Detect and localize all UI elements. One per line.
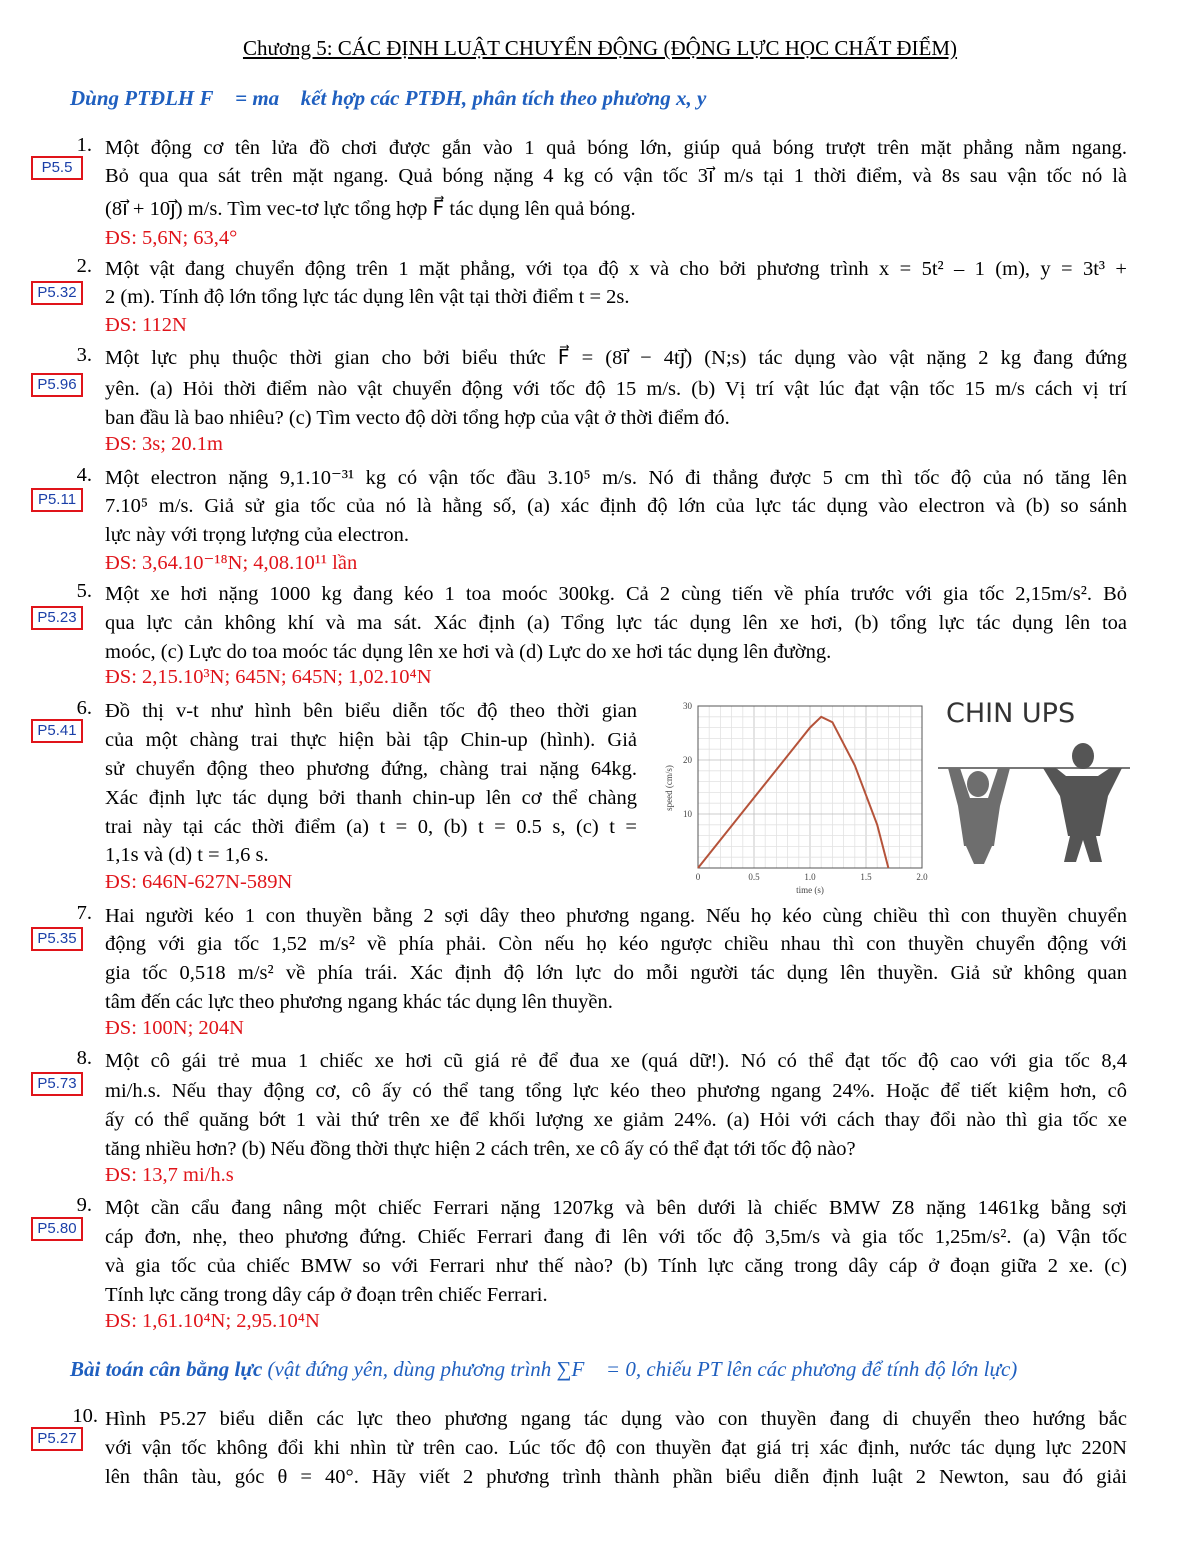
- chart-xtick-label: 0.5: [748, 872, 760, 882]
- problem-text-line: 7.10⁵ m/s. Giả sử gia tốc của nó là hằng số, (a) xác định độ lớn của lực tác dụng vào electron và (b) so sánh: [105, 495, 1127, 517]
- problem-number: 8.: [76, 1047, 92, 1069]
- problem-ref-badge: P5.5: [31, 156, 83, 180]
- problem-ref-badge: P5.35: [31, 927, 83, 951]
- figure-side: [1043, 743, 1122, 862]
- problem-number: 3.: [76, 344, 92, 366]
- problem-number: 6.: [76, 697, 92, 719]
- problem-text-line: lực này với trọng lượng của electron.: [105, 524, 410, 546]
- problem-text-line: qua lực cản không khí và ma sát. Xác định (a) Tổng lực tác dụng lên xe hơi, (b) tổng lực tác dụng lên toa: [105, 612, 1127, 634]
- section-heading-2-rest: (vật đứng yên, dùng phương trình ∑F⃗ = 0, chiếu PT lên các phương để tính độ lớn lực): [267, 1357, 1018, 1381]
- chart-ticks: [683, 701, 928, 882]
- problem-text-line: Một electron nặng 9,1.10⁻³¹ kg có vận tốc đầu 3.10⁵ m/s. Nó đi thẳng được 5 cm thì tốc độ của nó tăng lên: [105, 467, 1127, 489]
- problem-text-line: 1,1s và (d) t = 1,6 s.: [105, 844, 269, 866]
- answer-text: ĐS: 5,6N; 63,4°: [105, 227, 238, 249]
- chart-grid: [698, 706, 922, 868]
- problem-text-line: yên. (a) Hỏi thời điểm nào vật chuyển động với tốc độ 15 m/s. (b) Vị trí vật lúc đạt vận tốc 15 m/s cách vị trí: [105, 378, 1127, 400]
- problem-text-line: 2 (m). Tính độ lớn tổng lực tác dụng lên vật tại thời điểm t = 2s.: [105, 286, 630, 308]
- answer-text: ĐS: 2,15.10³N; 645N; 645N; 1,02.10⁴N: [105, 666, 432, 688]
- vt-chart: [660, 698, 930, 898]
- problem-text-line: lên thân tàu, góc θ = 40°. Hãy viết 2 phương trình thành phần biểu diễn định luật 2 Newton, sau đó giải: [105, 1466, 1127, 1488]
- section-heading-2: [70, 1357, 1017, 1382]
- chart-ytick-label: 10: [683, 809, 692, 819]
- problem-text-line: mi/h.s. Nếu thay động cơ, cô ấy có thể tang tổng lực kéo theo phương ngang 24%. Hoặc để tiết kiệm hơn, cô: [105, 1080, 1127, 1102]
- problem-number: 10.: [72, 1405, 98, 1427]
- problem-text-line: Tính lực căng trong dây cáp ở đoạn trên chiếc Ferrari.: [105, 1284, 548, 1306]
- problem-text-line: ấy có thể quăng bớt 1 vài thứ trên xe để khối lượng xe giảm 24%. (a) Hỏi với cách thay đổi nào thì gia tốc xe: [105, 1109, 1127, 1131]
- problem-text-line: Một động cơ tên lửa đồ chơi được gắn vào 1 quả bóng lớn, giúp quả bóng trượt trên mặt phẳng nằm ngang.: [105, 137, 1127, 159]
- problem-ref-badge: P5.73: [31, 1072, 83, 1096]
- problem-number: 9.: [76, 1194, 92, 1216]
- problem-text-line: Bỏ qua qua sát trên mặt ngang. Quả bóng nặng 4 kg có vận tốc 3i⃗ m/s tại 1 thời điểm, và 8s sau vận tốc nó là: [105, 165, 1127, 187]
- answer-text: ĐS: 646N-627N-589N: [105, 871, 293, 893]
- answer-text: ĐS: 112N: [105, 314, 187, 336]
- problem-text-line: Một lực phụ thuộc thời gian cho bởi biểu thức F⃗ = (8i⃗ − 4tj⃗) (N;s) tác dụng vào vật nặng 2 kg đang đứng: [105, 347, 1127, 369]
- problem-number: 2.: [76, 255, 92, 277]
- problem-number: 1.: [76, 134, 92, 156]
- answer-text: ĐS: 3s; 20.1m: [105, 433, 223, 455]
- chin-up-illustration: [938, 698, 1130, 868]
- problem-ref-badge: P5.41: [31, 719, 83, 743]
- problem-ref-badge: P5.11: [31, 488, 83, 512]
- chart-xtick-label: 1.0: [804, 872, 816, 882]
- problem-text-line: Một xe hơi nặng 1000 kg đang kéo 1 toa moóc 300kg. Cả 2 cùng tiến về phía trước với gia tốc 2,15m/s². Bỏ: [105, 583, 1127, 605]
- problem-number: 7.: [76, 902, 92, 924]
- problem-text-line: Đồ thị v-t như hình bên biểu diễn tốc độ theo thời gian: [105, 700, 637, 722]
- problem-text-line: moóc, (c) Lực do toa moóc tác dụng lên xe hơi và (d) Lực do xe hơi tác dụng lên đường.: [105, 641, 832, 663]
- problem-text-line: và gia tốc của chiếc BMW so với Ferrari như thế nào? (b) Tính lực căng trong dây cáp ở đoạn giữa 2 xe. (c): [105, 1255, 1127, 1277]
- answer-text: ĐS: 13,7 mi/h.s: [105, 1164, 234, 1186]
- problem-text-line: tâm đến các lực theo phương ngang khác tác dụng lên thuyền.: [105, 991, 613, 1013]
- answer-text: ĐS: 1,61.10⁴N; 2,95.10⁴N: [105, 1310, 320, 1332]
- problem-ref-badge: P5.80: [31, 1217, 83, 1241]
- chart-xlabel: time (s): [796, 885, 824, 895]
- problem-text-line: Hai người kéo 1 con thuyền bằng 2 sợi dây theo phương ngang. Nếu họ kéo cùng chiều thì con thuyền chuyển: [105, 905, 1127, 927]
- problem-text-line: trai này tại các thời điểm (a) t = 0, (b) t = 0.5 s, (c) t =: [105, 816, 637, 838]
- problem-number: 4.: [76, 464, 92, 486]
- problem-text-line: động với gia tốc 1,52 m/s² về phía phải. Còn nếu họ kéo ngược chiều nhau thì con thuyền chuyển động với: [105, 933, 1127, 955]
- chart-ytick-label: 20: [683, 755, 692, 765]
- problem-ref-badge: P5.96: [31, 373, 83, 397]
- problem-text-line: Hình P5.27 biểu diễn các lực theo phương ngang tác dụng vào con thuyền đang di chuyển theo hướng bắc: [105, 1408, 1127, 1430]
- problem-text-line: gia tốc 0,518 m/s² về phía trái. Xác định độ lớn lực do mỗi người tác dụng lên thuyền. Giả sử không quan: [105, 962, 1127, 984]
- problem-number: 5.: [76, 580, 92, 602]
- chart-xtick-label: 1.5: [860, 872, 872, 882]
- section-heading-2-bold: Bài toán cân bằng lực: [70, 1357, 263, 1381]
- problem-text-line: Một vật đang chuyển động trên 1 mặt phẳng, với tọa độ x và cho bởi phương trình x = 5t² – 1 (m), y = 3t³ +: [105, 258, 1127, 280]
- problem-text-line: tăng nhiều hơn? (b) Nếu đồng thời thực hiện 2 cách trên, xe cô ấy có thể đạt tới tốc độ nào?: [105, 1138, 856, 1160]
- chapter-title: Chương 5: CÁC ĐỊNH LUẬT CHUYỂN ĐỘNG (ĐỘNG LỰC HỌC CHẤT ĐIỂM): [242, 36, 958, 60]
- chart-ylabel: speed (cm/s): [664, 765, 674, 811]
- section-heading-1: Dùng PTĐLH F⃗ = ma⃗ kết hợp các PTĐH, phân tích theo phương x, y: [70, 86, 707, 110]
- answer-text: ĐS: 100N; 204N: [105, 1017, 244, 1039]
- problem-ref-badge: P5.27: [31, 1427, 83, 1451]
- problem-text-line: (8i⃗ + 10j⃗) m/s. Tìm vec-tơ lực tổng hợp F⃗ tác dụng lên quả bóng.: [105, 198, 636, 220]
- problem-text-line: Một cần cẩu đang nâng một chiếc Ferrari nặng 1207kg và bên dưới là chiếc BMW Z8 nặng 1461kg bằng sợi: [105, 1197, 1127, 1219]
- figure-front: [948, 768, 1010, 864]
- chin-up-figures: [938, 736, 1130, 866]
- chin-ups-caption: CHIN UPS: [946, 698, 1076, 729]
- chart-ytick-label: 30: [683, 701, 692, 711]
- chart-xtick-label: 2.0: [916, 872, 928, 882]
- chart-xtick-label: 0: [695, 872, 701, 882]
- problem-text-line: Xác định lực tác dụng bởi thanh chin-up lên cơ thể chàng: [105, 787, 637, 809]
- problem-text-line: cáp đơn, nhẹ, theo phương đứng. Chiếc Ferrari đang đi lên với tốc độ 3,5m/s và gia tốc 1,25m/s². (a) Vận tốc: [105, 1226, 1127, 1248]
- problem-text-line: với vận tốc không đổi khi nhìn từ trên cao. Lúc tốc độ con thuyền đạt giá trị xác định, nước tác dụng lực 220N: [105, 1437, 1127, 1459]
- problem-ref-badge: P5.23: [31, 606, 83, 630]
- problem-text-line: ban đầu là bao nhiêu? (c) Tìm vecto độ dời tổng hợp của vật ở thời điểm đó.: [105, 407, 730, 429]
- problem-text-line: sử chuyển động theo phương đứng, chàng trai nặng 64kg.: [105, 758, 637, 780]
- answer-text: ĐS: 3,64.10⁻¹⁸N; 4,08.10¹¹ lần: [105, 552, 358, 574]
- problem-text-line: Một cô gái trẻ mua 1 chiếc xe hơi cũ giá rẻ để đua xe (quá dữ!). Nó có thể đạt tốc độ cao với gia tốc 8,4: [105, 1050, 1127, 1072]
- problem-text-line: của một chàng trai thực hiện bài tập Chin-up (hình). Giả: [105, 729, 637, 751]
- problem-ref-badge: P5.32: [31, 281, 83, 305]
